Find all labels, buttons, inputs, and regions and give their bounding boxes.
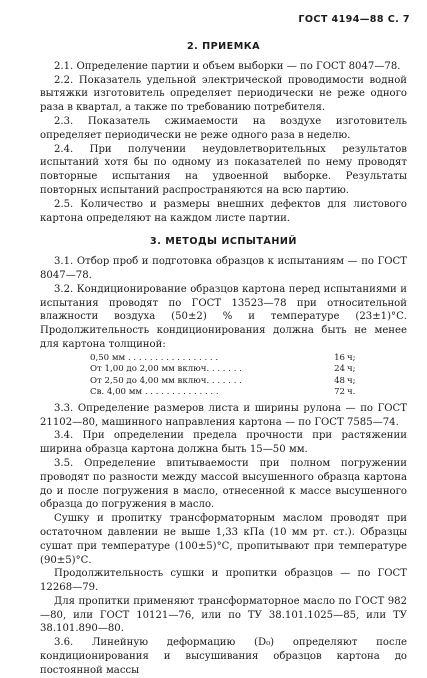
paragraph-drying: Сушку и пропитку трансформаторным маслом проводят при остаточном давлении не выше 1,33 кПа (10 мм рт. ст.). Образцы сушат при температуре (100±5)°С, пропитывают при температуре (90±5)°С. (40, 513, 407, 566)
paragraph-3-5: 3.5. Определение впитываемости при полном погружении проводят по разности между массой высушенного образца картона до и после погружения в масло, отнесенной к массе высушенного образца до погружения в масло. (40, 457, 407, 511)
paragraph-3-4: 3.4. При определении предела прочности при растяжении ширина образца картона должна быть 15—50 мм. (40, 430, 407, 456)
duration-value: 72 (334, 387, 345, 398)
page-content (40, 40, 407, 678)
thickness-label: Св. 4,00 мм . . . . . . . . . . . . . . (90, 387, 219, 398)
paragraph-oil: Для пропитки применяют трансформаторное масло по ГОСТ 982—80, или ГОСТ 10121—76, или по ТУ 38.101.1025—85, или ТУ 38.101.890—80. (40, 595, 407, 635)
duration-row (90, 353, 356, 365)
thickness-label: От 2,50 до 4,00 мм включ. . . . . . . (90, 375, 242, 386)
paragraph-duration: Продолжительность сушки и пропитки образцов — по ГОСТ 12268—79. (40, 568, 407, 594)
paragraph-2-1: 2.1. Определение партии и объем выборки — по ГОСТ 8047—78. (54, 60, 401, 72)
paragraph-2-2: 2.2. Показатель удельной электрической проводимости водной вытяжки изготовитель определяет периодически не реже одного раза в квартал, а также по требованию потребителя. (40, 74, 407, 114)
duration-unit: ч. (347, 387, 356, 398)
section-2-title: 2. ПРИЕМКА (186, 41, 261, 52)
paragraph-3-6: 3.6. Линейную деформацию (D₀) определяют после кондиционирования и высушивания образцов картона до постоянной массы (40, 637, 407, 676)
duration-value: 24 (334, 364, 345, 375)
duration-value: 16 (334, 352, 345, 363)
section-3-title: 3. МЕТОДЫ ИСПЫТАНИЙ (150, 236, 297, 248)
thickness-label: От 1,00 до 2,00 мм включ. . . . . . . (90, 364, 242, 375)
duration-row (90, 364, 356, 376)
thickness-label: 0,50 мм . . . . . . . . . . . . . . . . . (90, 352, 219, 363)
paragraph-2-4: 2.4. При получении неудовлетворительных результатов испытаний хотя бы по одному из показателей по нему проводят повторные испытания на удвоенной выборке. Результаты повторных испытаний распространяются на всю партию. (40, 143, 407, 196)
conditioning-duration-table (90, 353, 356, 399)
duration-unit: ч; (347, 352, 356, 363)
paragraph-3-3: 3.3. Определение размеров листа и ширины рулона — по ГОСТ 21102—80, машинного направления картона — по ГОСТ 7585—74. (40, 402, 407, 428)
paragraph-3-2: 3.2. Кондиционирование образцов картона перед испытаниями и испытания проводят по ГОСТ 13523—78 при относительной влажности воздуха (50±2) % и температуре (23±1)°С. Продолжительность кондиционирования должна быть не менее для картона толщиной: (40, 283, 407, 350)
duration-unit: ч; (347, 364, 356, 375)
duration-row (90, 387, 356, 399)
paragraph-2-5: 2.5. Количество и размеры внешних дефектов для листового картона определяют на каждом листе партии. (40, 198, 407, 224)
page-header: ГОСТ 4194—88 С. 7 (298, 14, 410, 25)
paragraph-3-1: 3.1. Отбор проб и подготовка образцов к испытаниям — по ГОСТ 8047—78. (40, 256, 407, 281)
paragraph-2-3: 2.3. Показатель сжимаемости на воздухе изготовитель определяет периодически не реже одного раза в неделю. (40, 115, 407, 141)
duration-row (90, 376, 356, 388)
duration-unit: ч; (347, 375, 356, 386)
duration-value: 48 (334, 375, 345, 386)
